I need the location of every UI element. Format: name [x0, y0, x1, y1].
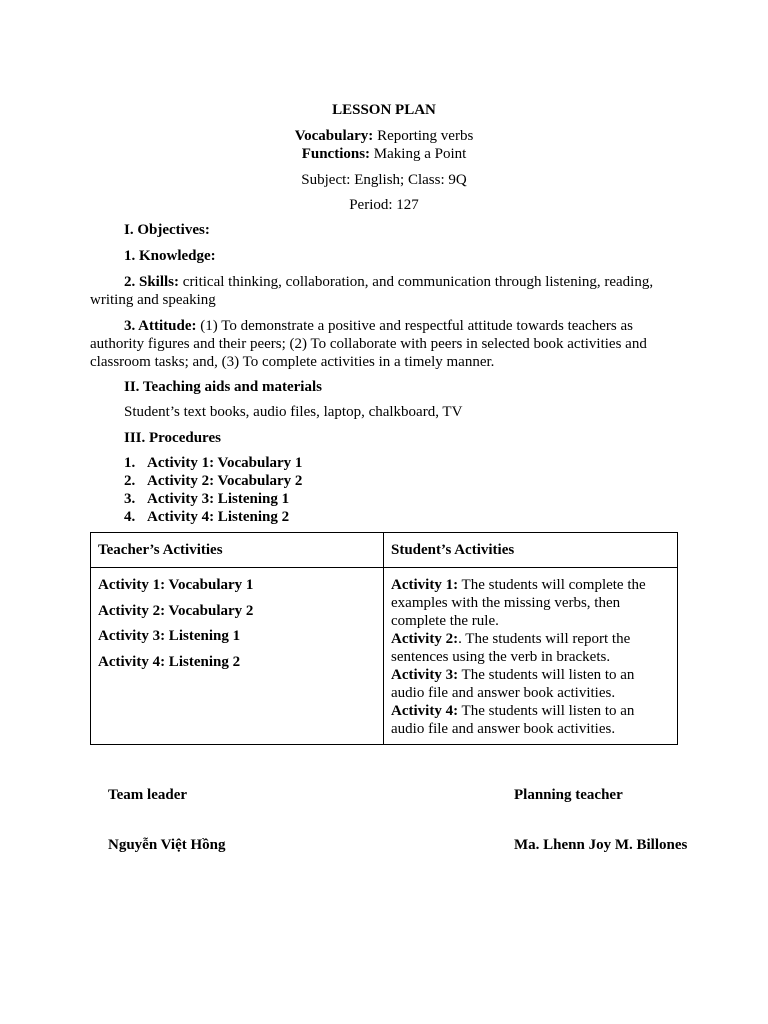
table-header-row [91, 533, 678, 568]
vocabulary-line: Vocabulary: Reporting verbs [294, 128, 474, 144]
team-leader-name: Nguyễn Việt Hồng [108, 837, 226, 853]
planning-teacher-label: Planning teacher [514, 787, 623, 803]
list-item: 3. Activity 3: Listening 1 [124, 491, 290, 507]
list-item: 1. Activity 1: Vocabulary 1 [124, 455, 303, 471]
student-activity: Activity 4: The students will listen to an audio file and answer book activities. [391, 703, 635, 737]
activities-table [90, 532, 678, 745]
subject-line: Subject: English; Class: 9Q [301, 172, 467, 188]
list-item: 2. Activity 2: Vocabulary 2 [124, 473, 303, 489]
period-line: Period: 127 [349, 197, 419, 213]
student-activity: Activity 1: The students will complete the examples with the missing verbs, then complete the rule. [391, 577, 646, 629]
attitude-paragraph: 3. Attitude: (1) To demonstrate a positive and respectful attitude towards teachers as authority figures and their peers; (2) To collaborate with peers in selected book activities and classroom tasks; and, (3) To complete activities in a timely manner. [90, 318, 647, 370]
procedures-heading: III. Procedures [124, 430, 221, 446]
team-leader-label: Team leader [108, 787, 188, 803]
objectives-heading: I. Objectives: [124, 222, 210, 238]
aids-text: Student’s text books, audio files, laptop, chalkboard, TV [124, 404, 463, 420]
student-activities-header: Student’s Activities [384, 533, 678, 568]
student-activity: Activity 3: The students will listen to an audio file and answer book activities. [391, 667, 635, 701]
skills-paragraph: 2. Skills: critical thinking, collaboration, and communication through listening, reading, writing and speaking [90, 274, 654, 308]
student-activities-cell [384, 568, 678, 745]
teacher-activity: Activity 3: Listening 1 [98, 628, 241, 644]
list-item: 4. Activity 4: Listening 2 [124, 509, 290, 525]
teacher-activities-cell [91, 568, 384, 745]
procedures-list [124, 454, 302, 526]
teacher-activity: Activity 2: Vocabulary 2 [98, 602, 254, 619]
student-activity: Activity 2:. The students will report the sentences using the verb in brackets. [391, 631, 631, 665]
table-row [91, 568, 678, 745]
teacher-activities-header: Teacher’s Activities [91, 533, 384, 568]
knowledge-heading: 1. Knowledge: [124, 248, 216, 264]
teacher-activity: Activity 4: Listening 2 [98, 653, 241, 670]
teacher-activity: Activity 1: Vocabulary 1 [98, 577, 254, 593]
page-title: LESSON PLAN [332, 102, 436, 118]
planning-teacher-name: Ma. Lhenn Joy M. Billones [514, 837, 688, 853]
aids-heading: II. Teaching aids and materials [124, 379, 322, 395]
functions-line: Functions: Making a Point [301, 146, 467, 162]
